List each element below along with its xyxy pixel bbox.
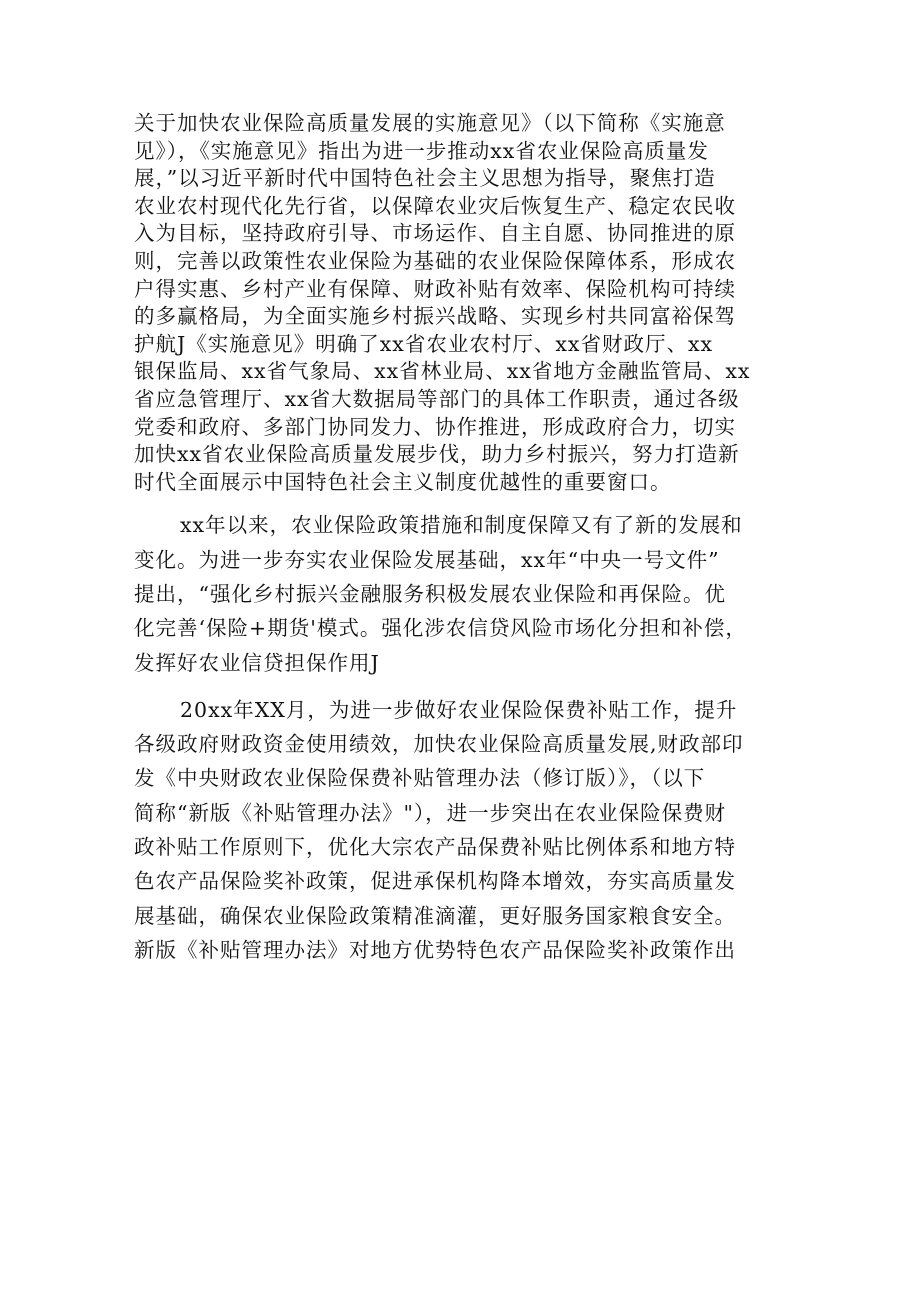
text-line: 展基础，确保农业保险政策精准滴灌，更好服务国家粮食安全。: [134, 903, 736, 928]
document-page: [134, 110, 794, 967]
text-line: 发挥好农业信贷担保作用J: [134, 650, 380, 675]
text-line: 则，完善以政策性农业保险为基础的农业保险保障体系，形成农: [134, 248, 736, 273]
text-line: 护航J《实施意见》明确了xx省农业农村厅、xx省财政厅、xx: [134, 331, 714, 356]
paragraph-subsidy-measures: [134, 693, 794, 967]
text-line: 加快xx省农业保险高质量发展步伐，助力乡村振兴，努力打造新: [134, 442, 740, 467]
text-line: 的多赢格局，为全面实施乡村振兴战略、实现乡村共同富裕保驾: [134, 304, 736, 329]
text-line: 发《中央财政农业保险保费补贴管理办法（修订版）》，（以下: [134, 766, 706, 791]
text-line: 见》），《实施意见》指出为进一步推动xx省农业保险高质量发: [134, 138, 709, 163]
text-line: 展，”以习近平新时代中国特色社会主义思想为指导，聚焦打造: [134, 166, 716, 191]
text-line: 时代全面展示中国特色社会主义制度优越性的重要窗口。: [134, 469, 672, 494]
text-line: 化完善‘保险+期货'模式。强化涉农信贷风险市场化分担和补偿，: [134, 616, 747, 641]
paragraph-implementation-opinions: [134, 110, 794, 496]
text-line: 20xx年XX月，为进一步做好农业保险保费补贴工作，提升: [180, 697, 738, 722]
text-line: 省应急管理厅、xx省大数据局等部门的具体工作职责，通过各级: [134, 386, 740, 411]
text-line: 各级政府财政资金使用绩效，加快农业保险高质量发展,财政部印: [134, 732, 744, 757]
text-line: 农业农村现代化先行省，以保障农业灾后恢复生产、稳定农民收: [134, 193, 736, 218]
text-line: 入为目标，坚持政府引导、市场运作、自主自愿、协同推进的原: [134, 221, 736, 246]
text-line: 新版《补贴管理办法》对地方优势特色农产品保险奖补政策作出: [134, 937, 736, 962]
text-line: 户得实惠、乡村产业有保障、财政补贴有效率、保险机构可持续: [134, 276, 736, 301]
text-line: 提出，“强化乡村振兴金融服务积极发展农业保险和再保险。优: [134, 581, 726, 606]
text-line: 银保监局、xx省气象局、xx省林业局、xx省地方金融监管局、xx: [134, 359, 751, 384]
text-line: 党委和政府、多部门协同发力、协作推进，形成政府合力，切实: [134, 414, 736, 439]
paragraph-policy-changes: [134, 508, 794, 679]
text-line: 变化。为进一步夯实农业保险发展基础，xx年“中央一号文件”: [134, 547, 720, 572]
text-line: 简称“新版《补贴管理办法》"），进一步突出在农业保险保费财: [134, 800, 727, 825]
text-line: 关于加快农业保险高质量发展的实施意见》（以下简称《实施意: [134, 111, 726, 135]
text-line: xx年以来，农业保险政策措施和制度保障又有了新的发展和: [180, 513, 743, 538]
text-line: 政补贴工作原则下，优化大宗农产品保费补贴比例体系和地方特: [134, 834, 736, 859]
text-line: 色农产品保险奖补政策，促进承保机构降本增效，夯实高质量发: [134, 869, 736, 894]
